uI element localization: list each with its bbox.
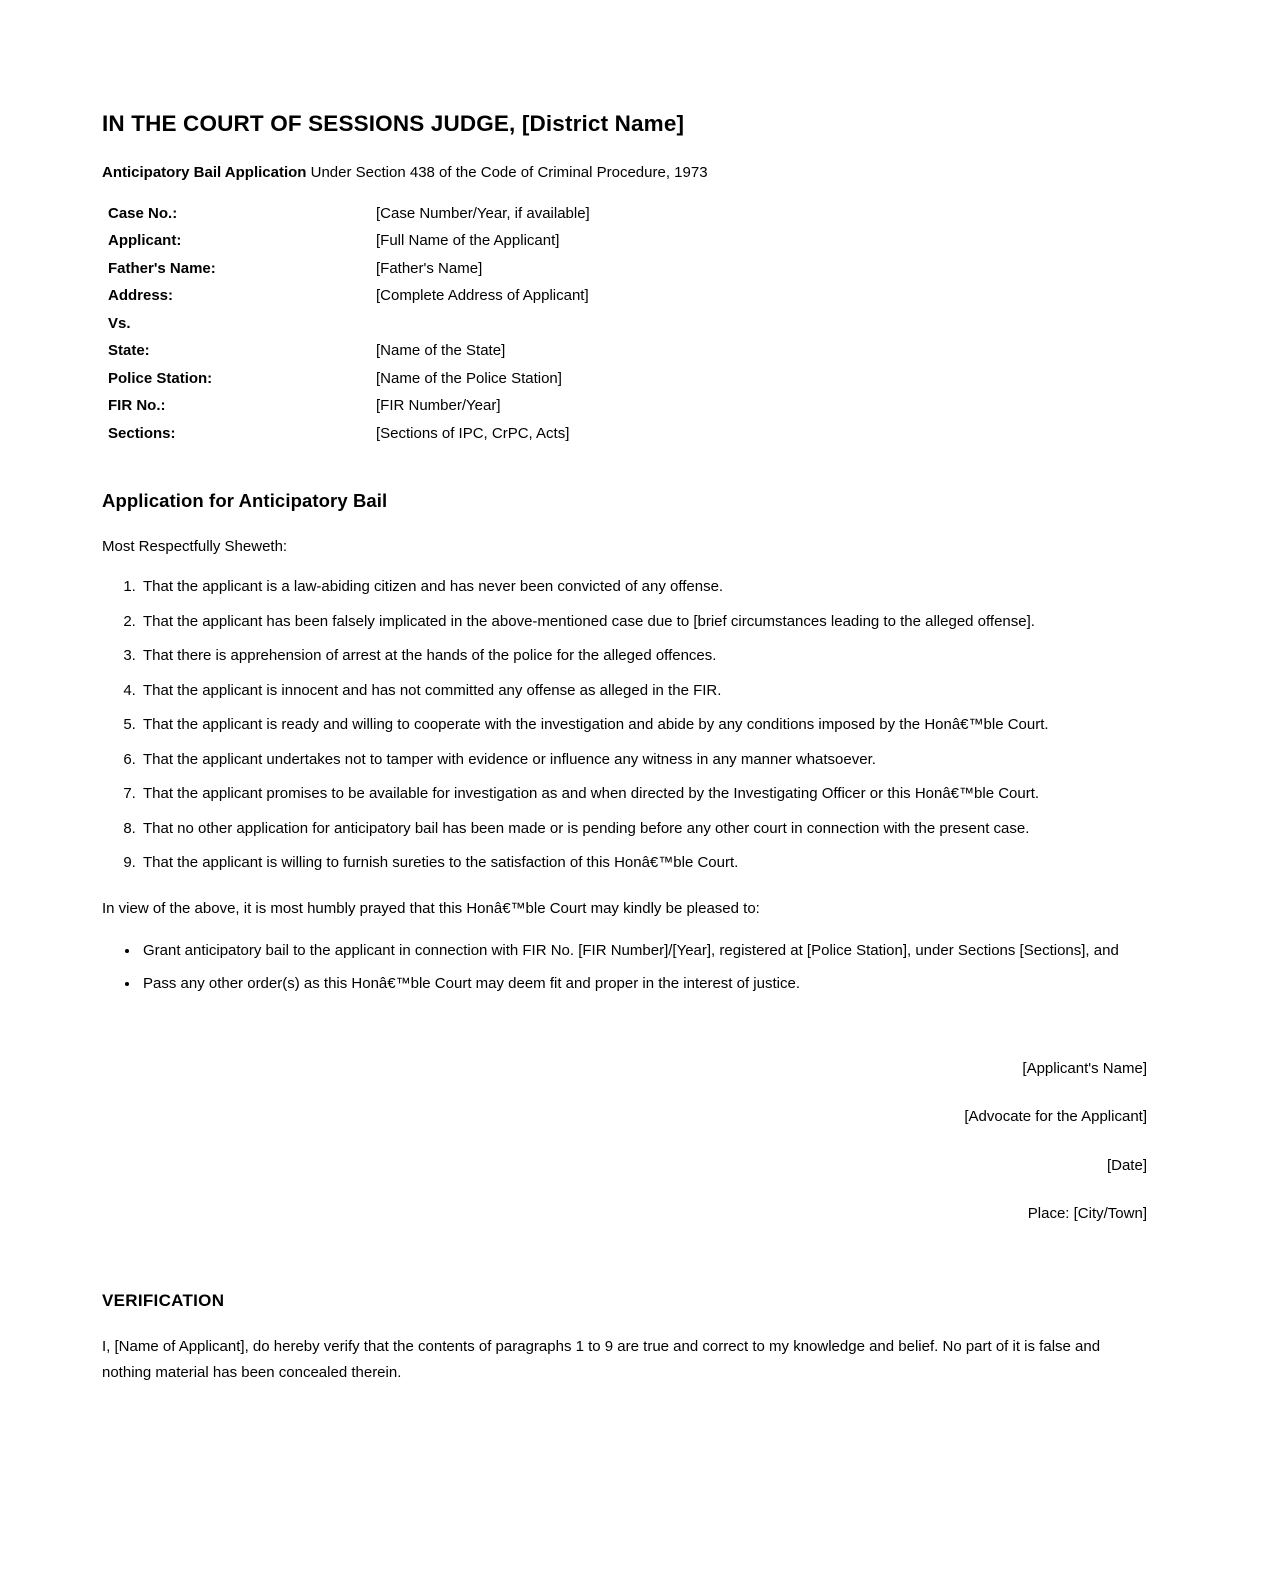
salutation-text: Most Respectfully Sheweth: bbox=[102, 538, 288, 556]
prayer-list bbox=[102, 938, 1147, 996]
list-item: 2. That the applicant has been falsely implicated in the above-mentioned case due to [brief circumstances leading to the alleged offense]. bbox=[140, 611, 1147, 634]
particular-value bbox=[376, 316, 1147, 344]
list-item: 5. That the applicant is ready and willing to cooperate with the investigation and abide by any conditions imposed by the Honâ€™ble Court. bbox=[140, 714, 1147, 737]
particular-label: Father's Name: bbox=[108, 259, 216, 277]
table-row bbox=[102, 343, 1147, 371]
list-item: 4. That the applicant is innocent and has not committed any offense as alleged in the FIR. bbox=[140, 680, 1147, 703]
particular-value: [Sections of IPC, CrPC, Acts] bbox=[376, 424, 570, 442]
prayer-intro-text: In view of the above, it is most humbly prayed that this Honâ€™ble Court may kindly be pleased to: bbox=[102, 899, 760, 917]
table-row bbox=[102, 371, 1147, 399]
verification-block bbox=[102, 1290, 1147, 1387]
verification-text: I, [Name of Applicant], do hereby verify that the contents of paragraphs 1 to 9 are true and correct to my knowledge and belief. No part of it is false and nothing material has been concealed therein. bbox=[102, 1337, 1101, 1381]
particular-value: [FIR Number/Year] bbox=[376, 397, 501, 415]
signature-applicant-name: [Applicant's Name] bbox=[1022, 1059, 1147, 1077]
table-row bbox=[102, 316, 1147, 344]
table-row bbox=[102, 426, 1147, 454]
verification-heading: VERIFICATION bbox=[102, 1290, 225, 1310]
particular-label: Address: bbox=[108, 287, 174, 305]
document-content bbox=[102, 110, 1147, 1386]
particular-label: Police Station: bbox=[108, 369, 213, 387]
table-row bbox=[102, 261, 1147, 289]
list-item: 6. That the applicant undertakes not to tamper with evidence or influence any witness in any manner whatsoever. bbox=[140, 749, 1147, 772]
particular-label: FIR No.: bbox=[108, 397, 166, 415]
table-row bbox=[102, 288, 1147, 316]
subtitle-strong: Anticipatory Bail Application bbox=[102, 164, 307, 182]
list-item: 8. That no other application for anticipatory bail has been made or is pending before any other court in connection with the present case. bbox=[140, 818, 1147, 841]
particular-label: Case No.: bbox=[108, 204, 178, 222]
list-item: 3. That there is apprehension of arrest at the hands of the police for the alleged offences. bbox=[140, 645, 1147, 668]
particular-label: Applicant: bbox=[108, 232, 182, 250]
document-subtitle bbox=[102, 162, 1147, 185]
grounds-list bbox=[102, 576, 1147, 875]
particular-value: [Full Name of the Applicant] bbox=[376, 232, 560, 250]
particular-label: Sections: bbox=[108, 424, 176, 442]
case-particulars-body bbox=[102, 206, 1147, 454]
application-heading: Application for Anticipatory Bail bbox=[102, 490, 388, 512]
particular-value: [Name of the State] bbox=[376, 342, 506, 360]
particular-value: [Complete Address of Applicant] bbox=[376, 287, 589, 305]
list-item: 7. That the applicant promises to be available for investigation as and when directed by the Investigating Officer or this Honâ€™ble Court. bbox=[140, 783, 1147, 806]
table-row bbox=[102, 233, 1147, 261]
particular-label: Vs. bbox=[108, 314, 131, 332]
list-item: 1. That the applicant is a law-abiding citizen and has never been convicted of any offense. bbox=[140, 576, 1147, 599]
page-title: IN THE COURT OF SESSIONS JUDGE, [District Name] bbox=[102, 111, 685, 136]
signature-advocate: [Advocate for the Applicant] bbox=[964, 1108, 1147, 1126]
list-item: 9. That the applicant is willing to furnish sureties to the satisfaction of this Honâ€™ble Court. bbox=[140, 852, 1147, 875]
case-particulars-table bbox=[102, 206, 1147, 454]
signature-place: Place: [City/Town] bbox=[1027, 1205, 1147, 1223]
list-item: • Pass any other order(s) as this Honâ€™ble Court may deem fit and proper in the interest of justice. bbox=[140, 971, 1147, 996]
list-item: • Grant anticipatory bail to the applicant in connection with FIR No. [FIR Number]/[Year], registered at [Police Station], under Sections [Sections], and bbox=[140, 938, 1147, 963]
table-row bbox=[102, 206, 1147, 234]
particular-value: [Father's Name] bbox=[376, 259, 483, 277]
table-row bbox=[102, 398, 1147, 426]
particular-value: [Case Number/Year, if available] bbox=[376, 204, 590, 222]
particular-label: State: bbox=[108, 342, 150, 360]
signature-date: [Date] bbox=[1106, 1156, 1147, 1174]
particular-value: [Name of the Police Station] bbox=[376, 369, 562, 387]
signature-block bbox=[102, 1059, 1147, 1224]
subtitle-rest: Under Section 438 of the Code of Criminal Procedure, 1973 bbox=[306, 164, 708, 182]
